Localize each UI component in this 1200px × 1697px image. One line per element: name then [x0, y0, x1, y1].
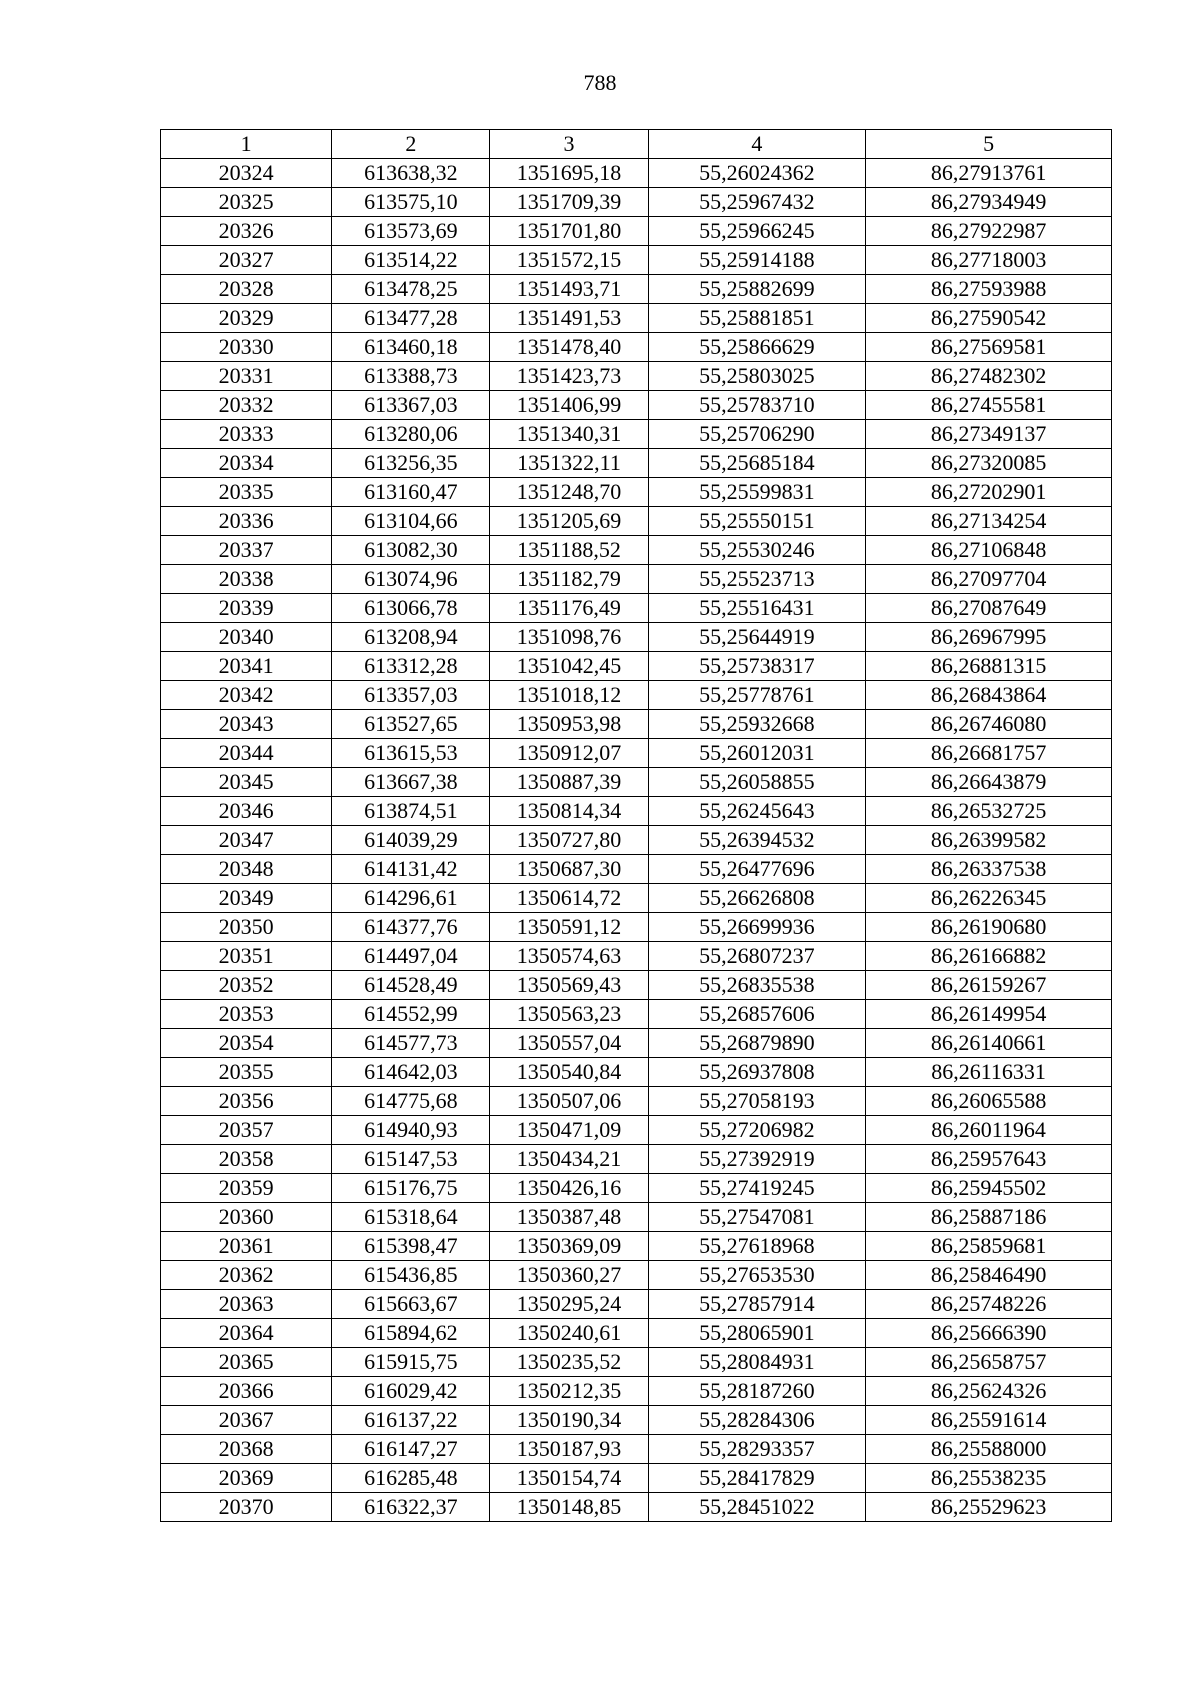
table-cell: 614131,42: [332, 855, 490, 884]
table-cell: 1350190,34: [490, 1406, 648, 1435]
table-cell: 55,28293357: [648, 1435, 866, 1464]
table-row: [161, 1435, 1112, 1464]
table-cell: 615436,85: [332, 1261, 490, 1290]
table-cell: 86,25538235: [866, 1464, 1112, 1493]
table-cell: 1350240,61: [490, 1319, 648, 1348]
table-cell: 20358: [161, 1145, 332, 1174]
table-cell: 613638,32: [332, 159, 490, 188]
table-cell: 55,25914188: [648, 246, 866, 275]
table-cell: 616147,27: [332, 1435, 490, 1464]
table-cell: 613312,28: [332, 652, 490, 681]
table-cell: 20332: [161, 391, 332, 420]
table-cell: 55,25778761: [648, 681, 866, 710]
table-cell: 55,25866629: [648, 333, 866, 362]
table-cell: 55,26857606: [648, 1000, 866, 1029]
table-cell: 55,28284306: [648, 1406, 866, 1435]
table-cell: 613573,69: [332, 217, 490, 246]
table-cell: 55,25644919: [648, 623, 866, 652]
table-cell: 86,26843864: [866, 681, 1112, 710]
table-cell: 86,27349137: [866, 420, 1112, 449]
table-cell: 55,25783710: [648, 391, 866, 420]
table-cell: 20352: [161, 971, 332, 1000]
table-cell: 20349: [161, 884, 332, 913]
table-cell: 20342: [161, 681, 332, 710]
table-row: [161, 1290, 1112, 1319]
table-row: [161, 1261, 1112, 1290]
table-cell: 86,26967995: [866, 623, 1112, 652]
table-cell: 1351098,76: [490, 623, 648, 652]
table-row: [161, 739, 1112, 768]
table-cell: 86,26746080: [866, 710, 1112, 739]
table-cell: 1350557,04: [490, 1029, 648, 1058]
table-cell: 613104,66: [332, 507, 490, 536]
table-cell: 86,25624326: [866, 1377, 1112, 1406]
table-cell: 1350426,16: [490, 1174, 648, 1203]
table-cell: 614940,93: [332, 1116, 490, 1145]
table-row: [161, 1174, 1112, 1203]
table-cell: 616322,37: [332, 1493, 490, 1522]
table-cell: 86,26190680: [866, 913, 1112, 942]
table-cell: 613066,78: [332, 594, 490, 623]
page-number: 788: [583, 70, 617, 95]
table-cell: 614497,04: [332, 942, 490, 971]
table-cell: 55,25530246: [648, 536, 866, 565]
table-cell: 86,27922987: [866, 217, 1112, 246]
table-cell: 615318,64: [332, 1203, 490, 1232]
table-cell: 20331: [161, 362, 332, 391]
table-row: [161, 1493, 1112, 1522]
table-cell: 1350569,43: [490, 971, 648, 1000]
table-cell: 1351695,18: [490, 159, 648, 188]
table-cell: 1350154,74: [490, 1464, 648, 1493]
table-cell: 1351572,15: [490, 246, 648, 275]
table-row: [161, 1058, 1112, 1087]
table-cell: 1350235,52: [490, 1348, 648, 1377]
table-cell: 55,26807237: [648, 942, 866, 971]
table-cell: 86,26532725: [866, 797, 1112, 826]
column-header: 2: [332, 130, 490, 159]
table-cell: 55,25599831: [648, 478, 866, 507]
table-cell: 1350507,06: [490, 1087, 648, 1116]
table-row: [161, 1029, 1112, 1058]
table-row: [161, 710, 1112, 739]
table-cell: 55,27392919: [648, 1145, 866, 1174]
table-cell: 1351340,31: [490, 420, 648, 449]
table-row: [161, 159, 1112, 188]
table-cell: 613160,47: [332, 478, 490, 507]
table-cell: 86,26226345: [866, 884, 1112, 913]
table-cell: 20333: [161, 420, 332, 449]
table-cell: 20343: [161, 710, 332, 739]
table-cell: 55,25738317: [648, 652, 866, 681]
table-cell: 55,27618968: [648, 1232, 866, 1261]
table-row: [161, 362, 1112, 391]
table-cell: 55,26024362: [648, 159, 866, 188]
table-cell: 1350727,80: [490, 826, 648, 855]
table-cell: 1351182,79: [490, 565, 648, 594]
table-cell: 1351018,12: [490, 681, 648, 710]
table-cell: 20327: [161, 246, 332, 275]
table-cell: 1350814,34: [490, 797, 648, 826]
table-cell: 55,26835538: [648, 971, 866, 1000]
table-cell: 86,25748226: [866, 1290, 1112, 1319]
table-cell: 86,25658757: [866, 1348, 1112, 1377]
table-cell: 614039,29: [332, 826, 490, 855]
table-cell: 55,28417829: [648, 1464, 866, 1493]
table-row: [161, 1464, 1112, 1493]
table-cell: 613280,06: [332, 420, 490, 449]
table-cell: 613667,38: [332, 768, 490, 797]
table-cell: 20366: [161, 1377, 332, 1406]
table-cell: 1350687,30: [490, 855, 648, 884]
table-cell: 20348: [161, 855, 332, 884]
table-cell: 613478,25: [332, 275, 490, 304]
table-cell: 86,27455581: [866, 391, 1112, 420]
table-row: [161, 565, 1112, 594]
table-cell: 55,25706290: [648, 420, 866, 449]
table-cell: 1350614,72: [490, 884, 648, 913]
table-cell: 1350212,35: [490, 1377, 648, 1406]
table-cell: 1350360,27: [490, 1261, 648, 1290]
table-cell: 20368: [161, 1435, 332, 1464]
table-cell: 1351406,99: [490, 391, 648, 420]
table-cell: 1350540,84: [490, 1058, 648, 1087]
table-row: [161, 913, 1112, 942]
table-cell: 86,27569581: [866, 333, 1112, 362]
table-row: [161, 449, 1112, 478]
table-cell: 55,25803025: [648, 362, 866, 391]
table-cell: 613256,35: [332, 449, 490, 478]
table-cell: 55,27058193: [648, 1087, 866, 1116]
table-cell: 20356: [161, 1087, 332, 1116]
table-cell: 55,26937808: [648, 1058, 866, 1087]
table-cell: 616285,48: [332, 1464, 490, 1493]
table-row: [161, 246, 1112, 275]
table-row: [161, 1116, 1112, 1145]
table-cell: 1350387,48: [490, 1203, 648, 1232]
table-cell: 86,25887186: [866, 1203, 1112, 1232]
table-cell: 86,27913761: [866, 159, 1112, 188]
table-cell: 613082,30: [332, 536, 490, 565]
table-row: [161, 652, 1112, 681]
table-cell: 86,26149954: [866, 1000, 1112, 1029]
table-cell: 86,25591614: [866, 1406, 1112, 1435]
table-cell: 55,28451022: [648, 1493, 866, 1522]
table-cell: 86,27202901: [866, 478, 1112, 507]
table-cell: 20330: [161, 333, 332, 362]
table-cell: 20354: [161, 1029, 332, 1058]
table-cell: 614296,61: [332, 884, 490, 913]
table-cell: 1350295,24: [490, 1290, 648, 1319]
table-cell: 614642,03: [332, 1058, 490, 1087]
table-body: [161, 159, 1112, 1522]
table-cell: 1350912,07: [490, 739, 648, 768]
table-cell: 20353: [161, 1000, 332, 1029]
table-cell: 1350574,63: [490, 942, 648, 971]
table-cell: 55,28084931: [648, 1348, 866, 1377]
table-cell: 615915,75: [332, 1348, 490, 1377]
table-cell: 20357: [161, 1116, 332, 1145]
table-cell: 1351423,73: [490, 362, 648, 391]
table-cell: 1350563,23: [490, 1000, 648, 1029]
table-cell: 1351176,49: [490, 594, 648, 623]
table-cell: 86,25846490: [866, 1261, 1112, 1290]
table-cell: 614775,68: [332, 1087, 490, 1116]
table-cell: 20328: [161, 275, 332, 304]
table-cell: 55,27419245: [648, 1174, 866, 1203]
table-cell: 613477,28: [332, 304, 490, 333]
table-cell: 20338: [161, 565, 332, 594]
column-header: 4: [648, 130, 866, 159]
table-cell: 1350591,12: [490, 913, 648, 942]
table-cell: 86,27934949: [866, 188, 1112, 217]
table-cell: 86,27097704: [866, 565, 1112, 594]
table-row: [161, 826, 1112, 855]
table-cell: 614577,73: [332, 1029, 490, 1058]
table-cell: 55,28065901: [648, 1319, 866, 1348]
table-cell: 1350148,85: [490, 1493, 648, 1522]
table-row: [161, 1348, 1112, 1377]
table-cell: 1351701,80: [490, 217, 648, 246]
table-cell: 86,27134254: [866, 507, 1112, 536]
table-cell: 613357,03: [332, 681, 490, 710]
table-cell: 86,27590542: [866, 304, 1112, 333]
table-cell: 86,26337538: [866, 855, 1112, 884]
table-row: [161, 536, 1112, 565]
table-cell: 55,25882699: [648, 275, 866, 304]
table-row: [161, 507, 1112, 536]
table-row: [161, 1087, 1112, 1116]
table-cell: 616029,42: [332, 1377, 490, 1406]
table-cell: 1351478,40: [490, 333, 648, 362]
table-cell: 86,26140661: [866, 1029, 1112, 1058]
table-cell: 20324: [161, 159, 332, 188]
table-row: [161, 971, 1112, 1000]
table-cell: 615894,62: [332, 1319, 490, 1348]
table-cell: 55,25685184: [648, 449, 866, 478]
table-cell: 55,25881851: [648, 304, 866, 333]
table-row: [161, 217, 1112, 246]
table-cell: 55,26394532: [648, 826, 866, 855]
table-row: [161, 391, 1112, 420]
table-cell: 20335: [161, 478, 332, 507]
table-row: [161, 275, 1112, 304]
table-cell: 20362: [161, 1261, 332, 1290]
table-cell: 1350434,21: [490, 1145, 648, 1174]
table-cell: 55,25516431: [648, 594, 866, 623]
table-row: [161, 1145, 1112, 1174]
table-row: [161, 594, 1112, 623]
table-row: [161, 681, 1112, 710]
table-cell: 55,27857914: [648, 1290, 866, 1319]
table-cell: 20364: [161, 1319, 332, 1348]
table-cell: 86,26399582: [866, 826, 1112, 855]
table-cell: 20365: [161, 1348, 332, 1377]
table-cell: 55,26245643: [648, 797, 866, 826]
table-cell: 86,26881315: [866, 652, 1112, 681]
table-cell: 86,25529623: [866, 1493, 1112, 1522]
table-cell: 20360: [161, 1203, 332, 1232]
table-cell: 20347: [161, 826, 332, 855]
table-cell: 20355: [161, 1058, 332, 1087]
table-cell: 1351205,69: [490, 507, 648, 536]
table-cell: 613388,73: [332, 362, 490, 391]
table-cell: 20326: [161, 217, 332, 246]
table-cell: 55,26626808: [648, 884, 866, 913]
table-cell: 613615,53: [332, 739, 490, 768]
table-cell: 1350953,98: [490, 710, 648, 739]
table-row: [161, 188, 1112, 217]
coordinates-table: [160, 129, 1112, 1522]
table-cell: 613575,10: [332, 188, 490, 217]
table-cell: 86,25666390: [866, 1319, 1112, 1348]
table-cell: 20363: [161, 1290, 332, 1319]
table-row: [161, 1319, 1112, 1348]
table-cell: 20351: [161, 942, 332, 971]
table-cell: 614377,76: [332, 913, 490, 942]
table-cell: 613874,51: [332, 797, 490, 826]
table-cell: 613527,65: [332, 710, 490, 739]
table-cell: 55,26058855: [648, 768, 866, 797]
table-cell: 86,26065588: [866, 1087, 1112, 1116]
table-cell: 1350369,09: [490, 1232, 648, 1261]
table-cell: 1351493,71: [490, 275, 648, 304]
table-cell: 55,25550151: [648, 507, 866, 536]
table-cell: 55,25967432: [648, 188, 866, 217]
table-cell: 86,27593988: [866, 275, 1112, 304]
table-row: [161, 855, 1112, 884]
table-cell: 55,27653530: [648, 1261, 866, 1290]
table-row: [161, 623, 1112, 652]
table-cell: 86,26159267: [866, 971, 1112, 1000]
table-row: [161, 1406, 1112, 1435]
table-cell: 86,25859681: [866, 1232, 1112, 1261]
table-row: [161, 1000, 1112, 1029]
table-cell: 86,26166882: [866, 942, 1112, 971]
table-cell: 20369: [161, 1464, 332, 1493]
column-header: 5: [866, 130, 1112, 159]
table-cell: 55,27547081: [648, 1203, 866, 1232]
table-cell: 86,25945502: [866, 1174, 1112, 1203]
table-cell: 55,25523713: [648, 565, 866, 594]
table-cell: 20325: [161, 188, 332, 217]
table-row: [161, 333, 1112, 362]
table-cell: 86,27106848: [866, 536, 1112, 565]
table-row: [161, 768, 1112, 797]
table-cell: 86,25588000: [866, 1435, 1112, 1464]
table-cell: 615398,47: [332, 1232, 490, 1261]
table-row: [161, 942, 1112, 971]
header-row: [161, 130, 1112, 159]
table-cell: 1351042,45: [490, 652, 648, 681]
table-row: [161, 797, 1112, 826]
table-cell: 616137,22: [332, 1406, 490, 1435]
table-cell: 86,27482302: [866, 362, 1112, 391]
table-cell: 86,26681757: [866, 739, 1112, 768]
table-cell: 613460,18: [332, 333, 490, 362]
table-cell: 1351491,53: [490, 304, 648, 333]
table-cell: 55,27206982: [648, 1116, 866, 1145]
table-cell: 615176,75: [332, 1174, 490, 1203]
table-row: [161, 304, 1112, 333]
table-cell: 55,25966245: [648, 217, 866, 246]
table-cell: 20337: [161, 536, 332, 565]
table-cell: 55,26477696: [648, 855, 866, 884]
table-row: [161, 478, 1112, 507]
table-cell: 55,26699936: [648, 913, 866, 942]
table-cell: 55,26879890: [648, 1029, 866, 1058]
table-cell: 1350471,09: [490, 1116, 648, 1145]
table-cell: 1351248,70: [490, 478, 648, 507]
table-cell: 614552,99: [332, 1000, 490, 1029]
table-cell: 20361: [161, 1232, 332, 1261]
table-cell: 20340: [161, 623, 332, 652]
table-cell: 86,27320085: [866, 449, 1112, 478]
column-header: 3: [490, 130, 648, 159]
table-cell: 86,26011964: [866, 1116, 1112, 1145]
table-cell: 1351322,11: [490, 449, 648, 478]
table-cell: 86,26643879: [866, 768, 1112, 797]
table-cell: 1350887,39: [490, 768, 648, 797]
table-cell: 20359: [161, 1174, 332, 1203]
table-cell: 20329: [161, 304, 332, 333]
table-cell: 20336: [161, 507, 332, 536]
table-row: [161, 884, 1112, 913]
table-cell: 20339: [161, 594, 332, 623]
table-row: [161, 1232, 1112, 1261]
table-cell: 615147,53: [332, 1145, 490, 1174]
table-cell: 20341: [161, 652, 332, 681]
table-cell: 1351709,39: [490, 188, 648, 217]
table-cell: 86,26116331: [866, 1058, 1112, 1087]
table-cell: 20344: [161, 739, 332, 768]
table-cell: 614528,49: [332, 971, 490, 1000]
table-cell: 1351188,52: [490, 536, 648, 565]
table-cell: 86,27718003: [866, 246, 1112, 275]
table-cell: 613367,03: [332, 391, 490, 420]
table-row: [161, 1203, 1112, 1232]
table-cell: 20370: [161, 1493, 332, 1522]
table-row: [161, 1377, 1112, 1406]
table-cell: 20367: [161, 1406, 332, 1435]
table-cell: 20350: [161, 913, 332, 942]
table-cell: 613074,96: [332, 565, 490, 594]
table-cell: 55,25932668: [648, 710, 866, 739]
table-cell: 86,27087649: [866, 594, 1112, 623]
table-cell: 55,28187260: [648, 1377, 866, 1406]
table-cell: 613514,22: [332, 246, 490, 275]
table-cell: 20346: [161, 797, 332, 826]
table-cell: 86,25957643: [866, 1145, 1112, 1174]
table-row: [161, 420, 1112, 449]
column-header: 1: [161, 130, 332, 159]
table-cell: 613208,94: [332, 623, 490, 652]
table-cell: 20334: [161, 449, 332, 478]
table-cell: 20345: [161, 768, 332, 797]
table-cell: 55,26012031: [648, 739, 866, 768]
table-cell: 615663,67: [332, 1290, 490, 1319]
table-cell: 1350187,93: [490, 1435, 648, 1464]
